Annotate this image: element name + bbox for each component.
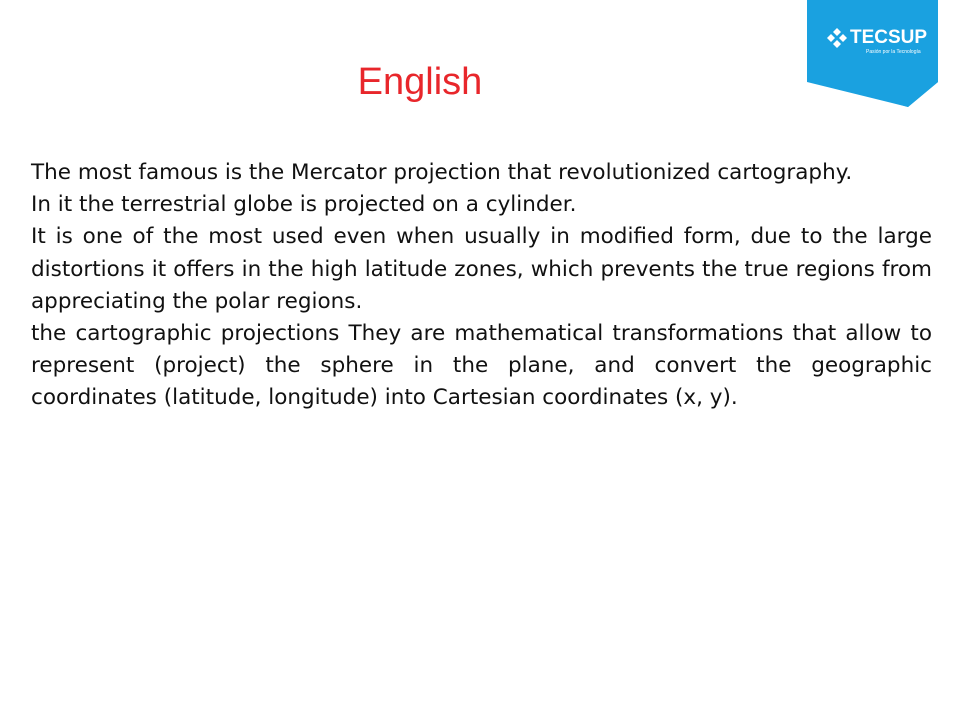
paragraph-mercator: The most famous is the Mercator projection that revolutionized cartography. [31, 160, 853, 185]
logo-tagline: Pasión por la Tecnología [866, 49, 921, 55]
paragraph-cylinder: In it the terrestrial globe is projected on a cylinder. [31, 192, 577, 218]
tecsup-logo-icon [826, 27, 848, 49]
slide-body [31, 157, 932, 415]
slide-title: English [357, 61, 483, 103]
paragraph-distortions: It is one of the most used even when usually in modified form, due to the large distortions it offers in the high latitude zones, which prevents the true regions from appreciating the polar regions. [31, 224, 932, 314]
paragraph-projections: the cartographic projections They are mathematical transformations that allow to represent (project) the sphere in the plane, and convert the geographic coordinates (latitude, longitude) into Cartesian coordinates (x, y). [31, 321, 932, 411]
logo-brand-name: TECSUP [850, 27, 928, 48]
